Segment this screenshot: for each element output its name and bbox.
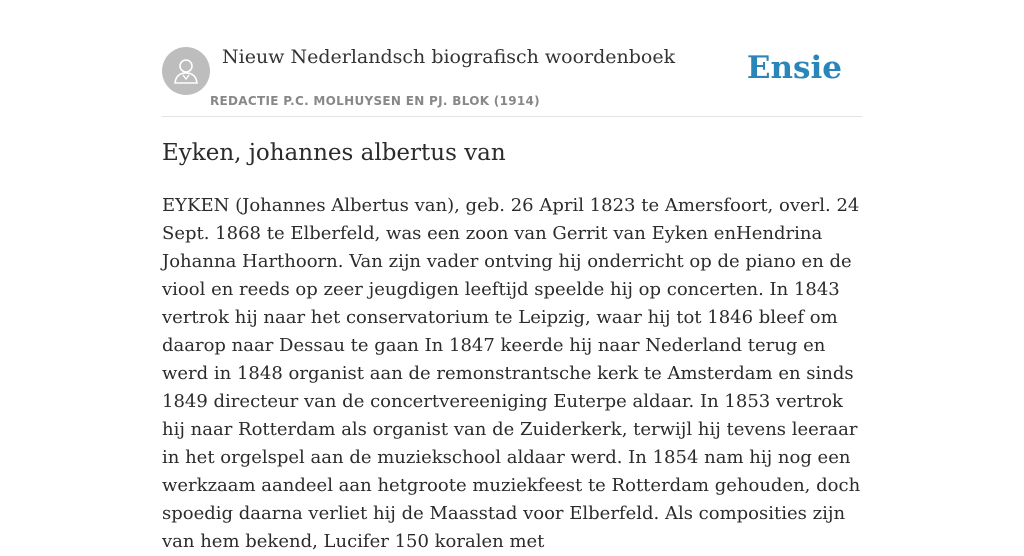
user-icon-glyph [171, 56, 201, 86]
entry-title: Eyken, johannes albertus van [162, 140, 506, 166]
brand-logo[interactable]: Ensie [746, 50, 842, 86]
entry-body: EYKEN (Johannes Albertus van), geb. 26 April 1823 te Amersfoort, overl. 24 Sept. 1868 te Elberfeld, was een zoon van Gerrit van Eyken enHendrina Johanna Harthoorn. Van zijn vader ontving hij onderricht op de piano en de viool en reeds op zeer jeugdigen leeftijd speelde hij op concerten. In 1843 vertrok hij naar het conservatorium te Leipzig, waar hij tot 1846 bleef om daarop naar Dessau te gaan In 1847 keerde hij naar Nederland terug en werd in 1848 organist aan de remonstrantsche kerk te Amsterdam en sinds 1849 directeur van de concertvereeniging Euterpe aldaar. In 1853 vertrok hij naar Rotterdam als organist van de Zuiderkerk, terwijl hij tevens leeraar in het orgelspel aan de muziekschool aldaar werd. In 1854 nam hij nog een werkzaam aandeel aan hetgroote muziekfeest te Rotterdam gehouden, doch spoedig daarna verliet hij de Maasstad voor Elberfeld. Als composities zijn van hem bekend, Lucifer 150 koralen met [162, 195, 861, 552]
source-title[interactable]: Nieuw Nederlandsch biografisch woordenboek [222, 46, 676, 68]
user-icon[interactable] [162, 47, 210, 95]
source-header [162, 40, 862, 117]
source-author: REDACTIE P.C. MOLHUYSEN EN PJ. BLOK (1914) [210, 94, 540, 108]
